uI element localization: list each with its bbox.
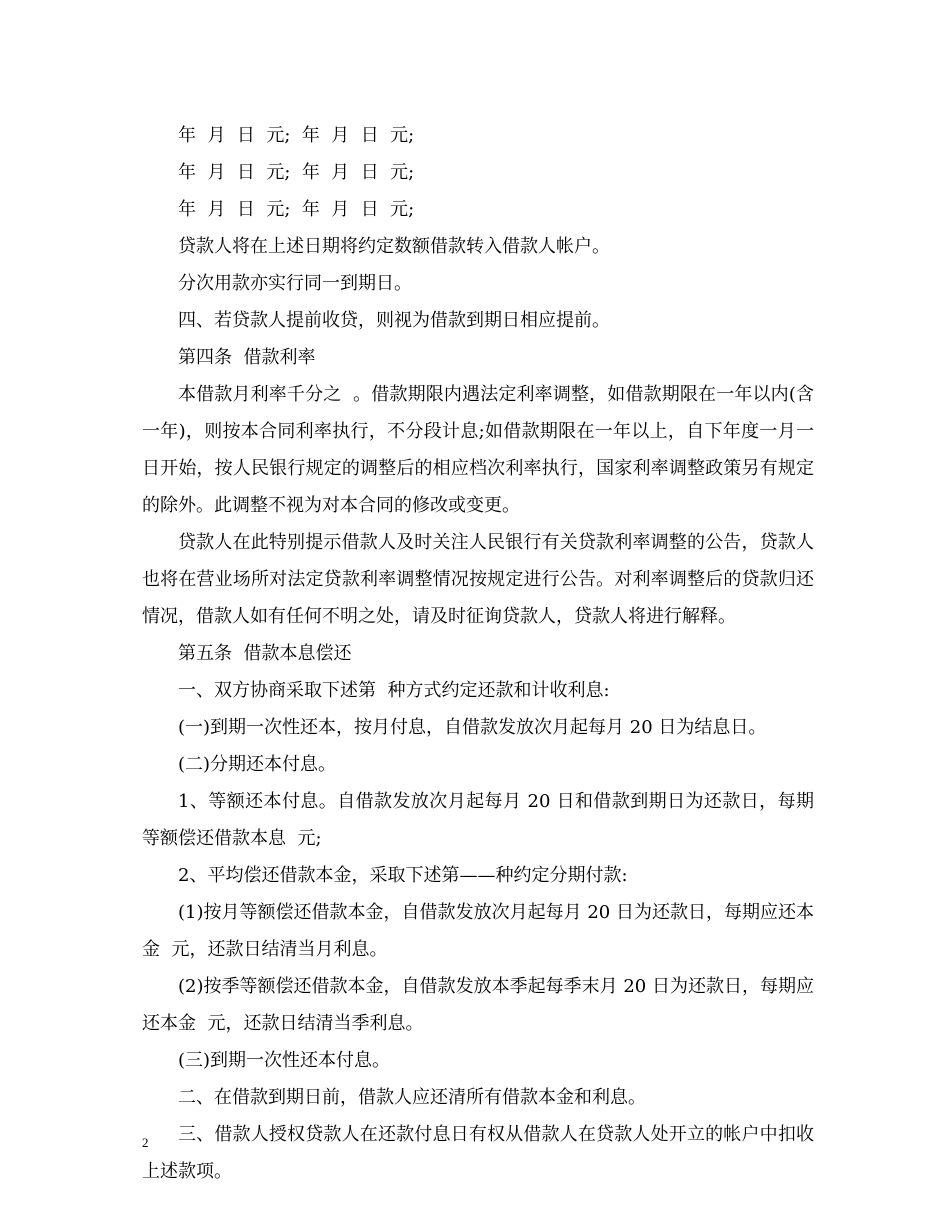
date-amount-line-2: 年 月 日 元; 年 月 日 元; xyxy=(178,162,415,183)
article-5-heading: 第五条 借款本息偿还 xyxy=(178,643,352,664)
repayment-method-clause: 一、双方协商采取下述第 种方式约定还款和计收利息: xyxy=(178,680,610,701)
debit-authorization-clause: 三、借款人授权贷款人在还款付息日有权从借款人在贷款人处开立的帐户中扣收上述款项。 xyxy=(142,1124,814,1182)
article-4-heading: 第四条 借款利率 xyxy=(178,347,316,368)
equal-principal-clause: 2、平均偿还借款本金，采取下述第——种约定分期付款: xyxy=(178,865,628,886)
full-repayment-clause: 二、在借款到期日前，借款人应还清所有借款本金和利息。 xyxy=(178,1087,646,1108)
date-amount-line-3: 年 月 日 元; 年 月 日 元; xyxy=(178,199,415,220)
date-amount-line-1: 年 月 日 元; 年 月 日 元; xyxy=(178,125,415,146)
transfer-clause: 贷款人将在上述日期将约定数额借款转入借款人帐户。 xyxy=(178,236,610,257)
option-3-clause: (三)到期一次性还本付息。 xyxy=(178,1050,391,1071)
option-2-clause: (二)分期还本付息。 xyxy=(178,754,337,775)
equal-installment-clause: 1、等额还本付息。自借款发放次月起每月 20 日和借款到期日为还款日，每期等额偿还借款本息 元; xyxy=(142,791,814,849)
rate-notice-clause: 贷款人在此特别提示借款人及时关注人民银行有关贷款利率调整的公告，贷款人也将在营业场所对法定贷款利率调整情况按规定进行公告。对利率调整后的贷款归还情况，借款人如有任何不明之处，请及时征询贷款人，贷款人将进行解释。 xyxy=(142,532,814,627)
option-1-clause: (一)到期一次性还本，按月付息，自借款发放次月起每月 20 日为结息日。 xyxy=(178,717,767,738)
quarterly-principal-clause: (2)按季等额偿还借款本金，自借款发放本季起每季末月 20 日为还款日，每期应还本金 元，还款日结清当季利息。 xyxy=(142,976,814,1034)
same-due-date-clause: 分次用款亦实行同一到期日。 xyxy=(178,273,412,294)
early-recall-clause: 四、若贷款人提前收贷，则视为借款到期日相应提前。 xyxy=(178,310,610,331)
document-body xyxy=(142,117,814,1190)
interest-rate-clause: 本借款月利率千分之 。借款期限内遇法定利率调整，如借款期限在一年以内(含一年)，则按本合同利率执行，不分段计息;如借款期限在一年以上，自下年度一月一日开始，按人民银行规定的调整后的相应档次利率执行，国家利率调整政策另有规定的除外。此调整不视为对本合同的修改或变更。 xyxy=(142,384,814,516)
page-number: 2 xyxy=(142,1135,149,1150)
monthly-principal-clause: (1)按月等额偿还借款本金，自借款发放次月起每月 20 日为还款日，每期应还本金 元，还款日结清当月利息。 xyxy=(142,902,814,960)
